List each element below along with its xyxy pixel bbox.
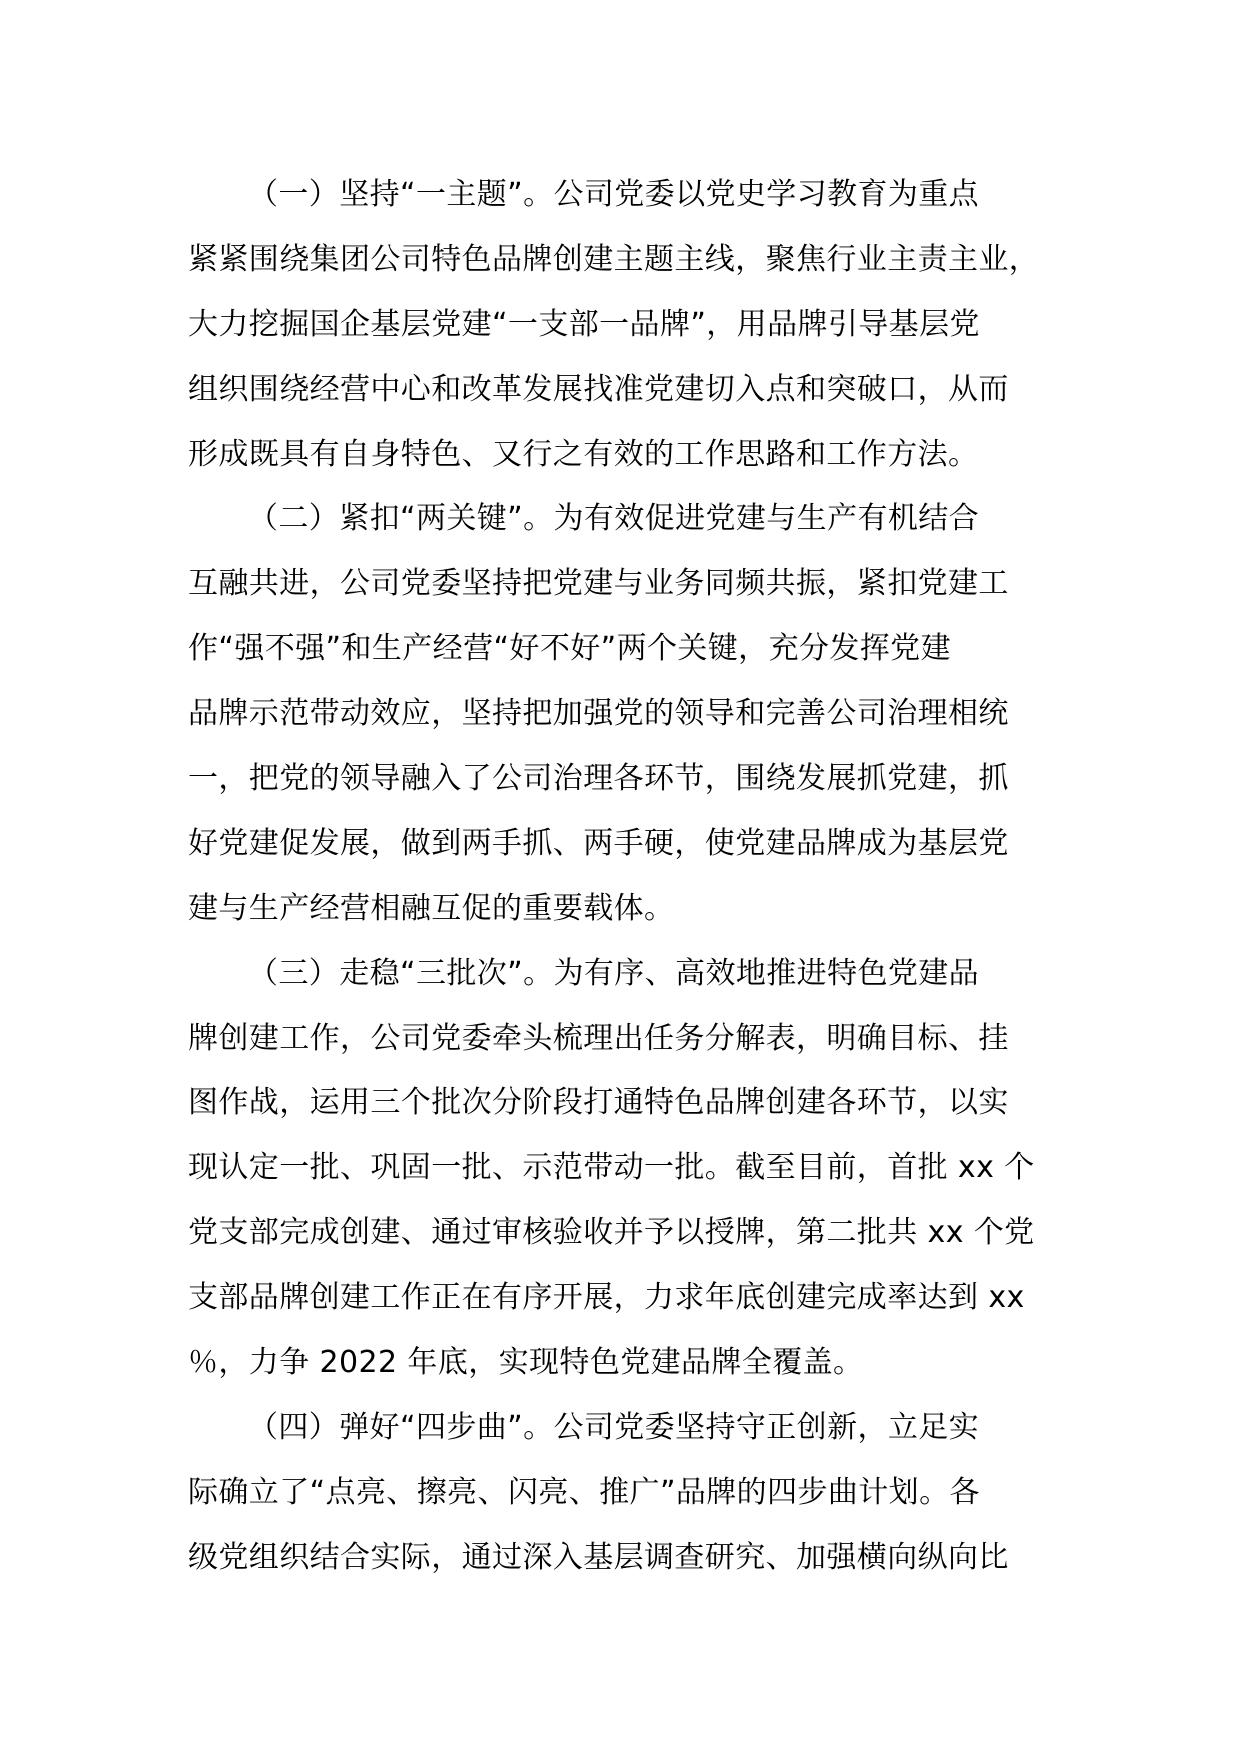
paragraph-2-line: 好党建促发展，做到两手抓、两手硬，使党建品牌成为基层党 <box>188 825 1009 861</box>
paragraph-3-line: ％，力争 2022 年底，实现特色党建品牌全覆盖。 <box>188 1345 864 1381</box>
paragraph-1-line: 组织围绕经营中心和改革发展找准党建切入点和突破口，从而 <box>188 371 1009 407</box>
paragraph-3-line: 党支部完成创建、通过审核验收并予以授牌，第二批共 xx 个党 <box>188 1215 1035 1251</box>
paragraph-1-line: 形成既具有自身特色、又行之有效的工作思路和工作方法。 <box>188 436 979 472</box>
paragraph-3-line: （三）走稳“三批次”。为有序、高效地推进特色党建品 <box>248 955 980 991</box>
paragraph-2-line: （二）紧扣“两关键”。为有效促进党建与生产有机结合 <box>248 501 980 537</box>
paragraph-3-line: 支部品牌创建工作正在有序开展，力求年底创建完成率达到 xx <box>188 1280 1025 1316</box>
paragraph-4-line: （四）弹好“四步曲”。公司党委坚持守正创新，立足实 <box>248 1409 980 1445</box>
paragraph-2-line: 作“强不强”和生产经营“好不好”两个关键，充分发挥党建 <box>188 631 951 667</box>
paragraph-3-line: 现认定一批、巩固一批、示范带动一批。截至目前，首批 xx 个 <box>188 1150 1035 1186</box>
paragraph-3-line: 牌创建工作，公司党委牵头梳理出任务分解表，明确目标、挂 <box>188 1020 1009 1056</box>
paragraph-1-line: 紧紧围绕集团公司特色品牌创建主题主线，聚焦行业主责主业， <box>188 241 1040 277</box>
paragraph-4-line: 际确立了“点亮、擦亮、闪亮、推广”品牌的四步曲计划。各 <box>188 1474 980 1510</box>
paragraph-2-line: 品牌示范带动效应，坚持把加强党的领导和完善公司治理相统 <box>188 696 1009 732</box>
paragraph-2-line: 互融共进，公司党委坚持把党建与业务同频共振，紧扣党建工 <box>188 566 1009 602</box>
paragraph-2-line: 建与生产经营相融互促的重要载体。 <box>188 890 675 926</box>
paragraph-1-line: （一）坚持“一主题”。公司党委以党史学习教育为重点 <box>248 177 980 212</box>
body-text <box>188 163 1068 1591</box>
paragraph-4-line: 级党组织结合实际，通过深入基层调查研究、加强横向纵向比 <box>188 1539 1009 1575</box>
paragraph-2-line: 一，把党的领导融入了公司治理各环节，围绕发展抓党建，抓 <box>188 761 1009 797</box>
paragraph-3-line: 图作战，运用三个批次分阶段打通特色品牌创建各环节，以实 <box>188 1085 1009 1121</box>
paragraph-1-line: 大力挖掘国企基层党建“一支部一品牌”，用品牌引导基层党 <box>188 306 980 342</box>
